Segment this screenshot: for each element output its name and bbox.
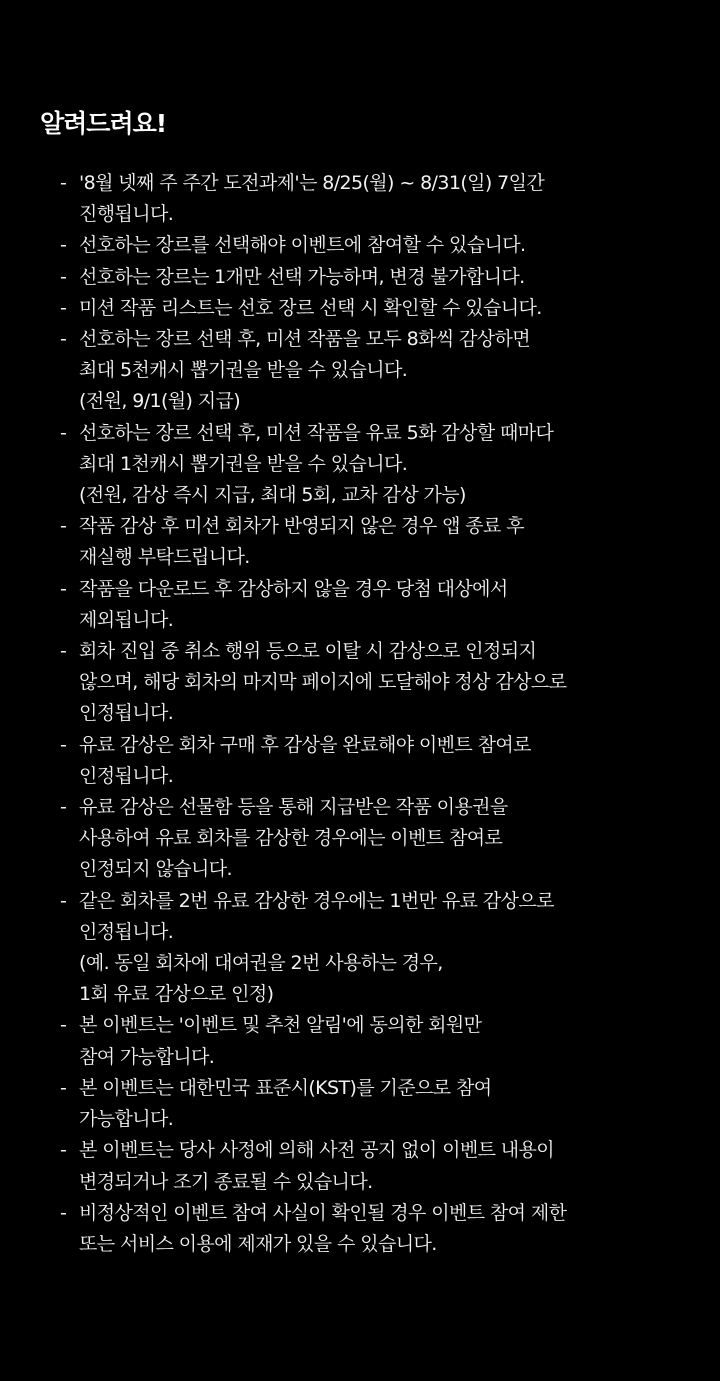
notice-item xyxy=(60,792,680,886)
notice-line: 제외됩니다. xyxy=(79,608,174,631)
notice-title: 알려드려요! xyxy=(40,109,167,138)
notice-line: 사용하여 유료 회차를 감상한 경우에는 이벤트 참여로 xyxy=(79,827,503,850)
notice-line: (전원, 9/1(월) 지급) xyxy=(79,390,241,413)
notice-line: 최대 5천캐시 뽑기권을 받을 수 있습니다. xyxy=(79,359,408,382)
notice-item xyxy=(60,1010,680,1072)
notice-item xyxy=(60,324,680,418)
bullet-dash: - xyxy=(60,296,67,319)
notice-line: 1회 유료 감상으로 인정) xyxy=(79,983,274,1006)
notice-item xyxy=(60,1073,680,1135)
bullet-dash: - xyxy=(60,1139,67,1162)
bullet-dash: - xyxy=(60,265,67,288)
notice-line: 비정상적인 이벤트 참여 사실이 확인될 경우 이벤트 참여 제한 xyxy=(79,1201,567,1224)
bullet-dash: - xyxy=(60,328,67,351)
notice-line: 작품 감상 후 미션 회차가 반영되지 않은 경우 앱 종료 후 xyxy=(79,515,524,538)
notice-line: 같은 회차를 2번 유료 감상한 경우에는 1번만 유료 감상으로 xyxy=(79,889,554,912)
notice-item xyxy=(60,511,680,573)
notice-line: 본 이벤트는 '이벤트 및 추천 알림'에 동의한 회원만 xyxy=(79,1014,482,1037)
notice-line: 유료 감상은 회차 구매 후 감상을 완료해야 이벤트 참여로 xyxy=(79,733,531,756)
bullet-dash: - xyxy=(60,640,67,663)
notice-line: 최대 1천캐시 뽑기권을 받을 수 있습니다. xyxy=(79,452,408,475)
notice-line: '8월 넷째 주 주간 도전과제'는 8/25(월) ~ 8/31(일) 7일간 xyxy=(79,172,545,194)
bullet-dash: - xyxy=(60,421,67,444)
notice-line: 선호하는 장르는 1개만 선택 가능하며, 변경 불가합니다. xyxy=(79,265,525,288)
notice-line: 가능합니다. xyxy=(79,1108,174,1131)
bullet-dash: - xyxy=(60,1076,67,1099)
notice-list xyxy=(60,168,680,1260)
bullet-dash: - xyxy=(60,1014,67,1037)
notice-line: (전원, 감상 즉시 지급, 최대 5회, 교차 감상 가능) xyxy=(79,484,466,507)
bullet-dash: - xyxy=(60,1201,67,1224)
notice-line: 인정됩니다. xyxy=(79,702,174,725)
notice-line: 선호하는 장르를 선택해야 이벤트에 참여할 수 있습니다. xyxy=(79,234,526,257)
notice-line: 참여 가능합니다. xyxy=(79,1045,215,1068)
notice-line: 인정됩니다. xyxy=(79,764,174,787)
notice-line: (예. 동일 회차에 대여권을 2번 사용하는 경우, xyxy=(79,952,443,975)
bullet-dash: - xyxy=(60,889,67,912)
notice-line: 인정되지 않습니다. xyxy=(79,858,232,881)
notice-item xyxy=(60,293,680,324)
notice-item xyxy=(60,574,680,636)
notice-item xyxy=(60,1135,680,1197)
notice-line: 선호하는 장르 선택 후, 미션 작품을 유료 5화 감상할 때마다 xyxy=(79,421,554,444)
notice-item xyxy=(60,418,680,512)
bullet-dash: - xyxy=(60,172,67,194)
notice-line: 재실행 부탁드립니다. xyxy=(79,546,250,569)
notice-line: 진행됩니다. xyxy=(79,203,174,226)
notice-item xyxy=(60,636,680,730)
notice-line: 본 이벤트는 당사 사정에 의해 사전 공지 없이 이벤트 내용이 xyxy=(79,1139,555,1162)
bullet-dash: - xyxy=(60,577,67,600)
notice-item xyxy=(60,230,680,261)
notice-item xyxy=(60,168,680,230)
bullet-dash: - xyxy=(60,733,67,756)
notice-line: 변경되거나 조기 종료될 수 있습니다. xyxy=(79,1170,373,1193)
notice-line: 또는 서비스 이용에 제재가 있을 수 있습니다. xyxy=(79,1232,437,1255)
notice-line: 않으며, 해당 회차의 마지막 페이지에 도달해야 정상 감상으로 xyxy=(79,671,567,694)
notice-line: 인정됩니다. xyxy=(79,920,174,943)
notice-line: 본 이벤트는 대한민국 표준시(KST)를 기준으로 참여 xyxy=(79,1076,492,1099)
notice-line: 유료 감상은 선물함 등을 통해 지급받은 작품 이용권을 xyxy=(79,796,508,819)
notice-item xyxy=(60,1198,680,1260)
notice-item xyxy=(60,886,680,1011)
bullet-dash: - xyxy=(60,515,67,538)
bullet-dash: - xyxy=(60,796,67,819)
notice-item xyxy=(60,262,680,293)
notice-line: 미션 작품 리스트는 선호 장르 선택 시 확인할 수 있습니다. xyxy=(79,296,542,319)
notice-item xyxy=(60,730,680,792)
bullet-dash: - xyxy=(60,234,67,257)
notice-line: 작품을 다운로드 후 감상하지 않을 경우 당첨 대상에서 xyxy=(79,577,508,600)
notice-line: 회차 진입 중 취소 행위 등으로 이탈 시 감상으로 인정되지 xyxy=(79,640,537,663)
notice-line: 선호하는 장르 선택 후, 미션 작품을 모두 8화씩 감상하면 xyxy=(79,328,531,351)
